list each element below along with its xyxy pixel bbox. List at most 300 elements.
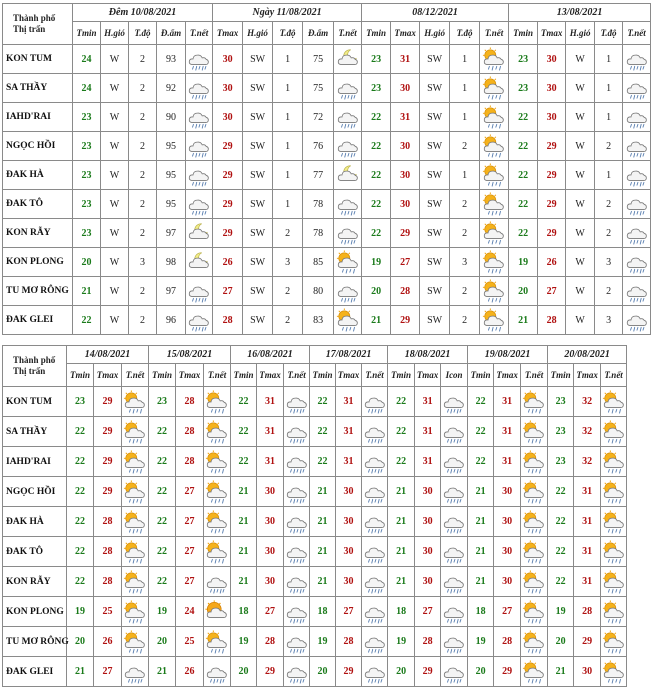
tmax-value: 31 (494, 417, 521, 447)
tmin-value: 22 (149, 507, 176, 537)
tmin-value: 19 (548, 597, 574, 627)
tmax-value: 27 (494, 597, 521, 627)
tmax-value: 25 (94, 597, 122, 627)
cloud-rain-icon (625, 279, 649, 303)
cloud-rain-icon (442, 540, 466, 564)
tmin-value: 22 (67, 507, 94, 537)
tmax-value: 28 (494, 627, 521, 657)
table-row (3, 477, 627, 507)
sun-cloud-rain-icon (123, 540, 147, 564)
sun-cloud-rain-icon (204, 477, 231, 507)
sun-cloud-rain-icon (601, 447, 627, 477)
cloud-rain-icon (285, 450, 309, 474)
tmax-value: 31 (391, 103, 420, 132)
table-row (3, 447, 627, 477)
city-name: KON RẪY (3, 567, 67, 597)
sun-cloud-rain-icon (482, 105, 506, 129)
tmax-value: 31 (415, 387, 441, 417)
sun-cloud-rain-icon (602, 600, 626, 624)
column-header: Tmax (415, 364, 441, 387)
cloud-rain-icon (186, 277, 213, 306)
tmax-value: 30 (391, 74, 420, 103)
cloud-rain-icon (284, 657, 310, 687)
humidity-value: 72 (303, 103, 334, 132)
tmin-value: 22 (67, 567, 94, 597)
sun-cloud-rain-icon (522, 510, 546, 534)
tmax-value: 31 (257, 387, 284, 417)
day-header: 17/08/2021 (310, 346, 388, 364)
table-row (3, 277, 651, 306)
sun-cloud-rain-icon (482, 308, 506, 332)
tmin-value: 23 (73, 161, 101, 190)
tmax-value: 30 (494, 537, 521, 567)
cloud-rain-icon (285, 480, 309, 504)
tmax-value: 28 (574, 597, 601, 627)
sun-cloud-rain-icon (204, 447, 231, 477)
sun-cloud-rain-icon (602, 660, 626, 684)
tmax-value: 29 (336, 657, 362, 687)
column-header: Tmax (176, 364, 204, 387)
cloud-rain-icon (363, 570, 387, 594)
cloud-rain-icon (336, 279, 360, 303)
tmin-value: 22 (509, 190, 538, 219)
tmax-value: 27 (176, 477, 204, 507)
cloud-rain-icon (442, 480, 466, 504)
table-row (3, 306, 651, 335)
tmax-value: 30 (213, 103, 243, 132)
table-row (3, 627, 627, 657)
wind-direction-value: SW (420, 306, 450, 335)
tmax-value: 31 (574, 567, 601, 597)
city-column-header (3, 4, 73, 45)
cloud-rain-icon (186, 45, 213, 74)
tmax-value: 29 (538, 219, 566, 248)
tmin-value: 22 (149, 417, 176, 447)
tmax-value: 27 (538, 277, 566, 306)
cloud-rain-icon (363, 660, 387, 684)
sun-cloud-rain-icon (602, 480, 626, 504)
tmax-value: 30 (257, 507, 284, 537)
cloud-rain-icon (334, 103, 362, 132)
cloud-rain-icon (362, 537, 388, 567)
wind-speed-value: 2 (129, 74, 157, 103)
tmax-value: 28 (391, 277, 420, 306)
tmax-value: 29 (94, 387, 122, 417)
wind-speed-value: 3 (595, 248, 623, 277)
column-header: T.nết (204, 364, 231, 387)
sun-cloud-rain-icon (522, 540, 546, 564)
humidity-value: 85 (303, 248, 334, 277)
wind-direction-value: SW (243, 248, 273, 277)
tmax-value: 32 (574, 447, 601, 477)
sun-cloud-rain-icon (601, 627, 627, 657)
wind-direction-value: W (101, 190, 129, 219)
cloud-rain-icon (363, 450, 387, 474)
tmin-value: 21 (388, 567, 415, 597)
sun-cloud-rain-icon (204, 537, 231, 567)
wind-speed-value: 2 (129, 306, 157, 335)
cloud-rain-icon (441, 507, 468, 537)
cloud-rain-icon (623, 277, 651, 306)
tmax-value: 31 (574, 537, 601, 567)
humidity-value: 75 (303, 74, 334, 103)
tmin-value: 19 (149, 597, 176, 627)
sun-cloud-rain-icon (480, 219, 509, 248)
cloud-rain-icon (186, 74, 213, 103)
wind-speed-value: 1 (450, 74, 480, 103)
wind-direction-value: SW (420, 248, 450, 277)
city-name: KON TUM (3, 387, 67, 417)
tmin-value: 22 (468, 447, 494, 477)
sun-cloud-rain-icon (522, 570, 546, 594)
sun-cloud-rain-icon (480, 45, 509, 74)
column-header: T.nết (623, 22, 651, 45)
cloud-rain-icon (284, 417, 310, 447)
tmin-value: 22 (231, 417, 257, 447)
tmin-value: 22 (362, 161, 391, 190)
sun-cloud-icon (204, 597, 231, 627)
wind-speed-value: 1 (450, 161, 480, 190)
column-header: Tmax (257, 364, 284, 387)
sun-cloud-rain-icon (601, 567, 627, 597)
sun-cloud-rain-icon (480, 190, 509, 219)
wind-direction-value: SW (243, 45, 273, 74)
cloud-rain-icon (623, 74, 651, 103)
cloud-rain-icon (336, 134, 360, 158)
tmin-value: 22 (231, 387, 257, 417)
tmax-value: 31 (574, 507, 601, 537)
tmin-value: 21 (468, 537, 494, 567)
cloud-rain-icon (284, 447, 310, 477)
sun-cloud-rain-icon (601, 657, 627, 687)
tmax-value: 30 (494, 567, 521, 597)
tmin-value: 21 (67, 657, 94, 687)
cloud-rain-icon (285, 540, 309, 564)
cloud-rain-icon (334, 277, 362, 306)
tmax-value: 27 (176, 537, 204, 567)
tmin-value: 21 (149, 657, 176, 687)
tmin-value: 20 (509, 277, 538, 306)
cloud-rain-icon (187, 279, 211, 303)
wind-direction-value: SW (243, 161, 273, 190)
tmax-value: 28 (176, 417, 204, 447)
cloud-rain-icon (442, 660, 466, 684)
tmax-value: 31 (415, 417, 441, 447)
sun-cloud-rain-icon (601, 507, 627, 537)
column-header: Tmin (362, 22, 391, 45)
wind-direction-value: SW (243, 219, 273, 248)
sun-cloud-rain-icon (602, 570, 626, 594)
wind-direction-value: W (566, 74, 595, 103)
tmin-value: 22 (310, 387, 336, 417)
tmax-value: 27 (257, 597, 284, 627)
wind-speed-value: 2 (450, 132, 480, 161)
humidity-value: 83 (303, 306, 334, 335)
tmax-value: 28 (94, 567, 122, 597)
tmin-value: 18 (468, 597, 494, 627)
tmin-value: 21 (468, 477, 494, 507)
cloud-rain-icon (122, 657, 149, 687)
cloud-rain-icon (187, 76, 211, 100)
tmin-value: 18 (231, 597, 257, 627)
column-header: Tmin (509, 22, 538, 45)
tmax-value: 31 (494, 447, 521, 477)
tmin-value: 22 (509, 161, 538, 190)
column-header: Tmin (388, 364, 415, 387)
day-header: 08/12/2021 (362, 4, 509, 22)
sun-cloud-rain-icon (521, 387, 548, 417)
city-header-line: Thị trấn (13, 24, 46, 34)
wind-speed-value: 2 (450, 306, 480, 335)
tmin-value: 22 (548, 537, 574, 567)
sun-cloud-rain-icon (482, 47, 506, 71)
tmin-value: 23 (362, 74, 391, 103)
tmax-value: 29 (94, 477, 122, 507)
sun-cloud-rain-icon (122, 507, 149, 537)
humidity-value: 77 (303, 161, 334, 190)
column-header: H.gió (101, 22, 129, 45)
wind-direction-value: SW (243, 277, 273, 306)
sun-cloud-rain-icon (522, 450, 546, 474)
wind-speed-value: 2 (273, 219, 303, 248)
tmin-value: 22 (362, 132, 391, 161)
tmax-value: 27 (391, 248, 420, 277)
tmin-value: 22 (548, 567, 574, 597)
tmin-value: 22 (388, 417, 415, 447)
tmax-value: 30 (494, 477, 521, 507)
sun-cloud-rain-icon (205, 540, 229, 564)
humidity-value: 90 (157, 103, 186, 132)
cloud-rain-icon (363, 480, 387, 504)
cloud-rain-icon (441, 417, 468, 447)
tmin-value: 23 (73, 132, 101, 161)
wind-speed-value: 3 (129, 248, 157, 277)
sun-cloud-rain-icon (602, 510, 626, 534)
city-name: SA THẦY (3, 74, 73, 103)
sun-cloud-rain-icon (122, 417, 149, 447)
humidity-value: 97 (157, 219, 186, 248)
wind-speed-value: 2 (595, 277, 623, 306)
tmax-value: 29 (494, 657, 521, 687)
sun-cloud-rain-icon (122, 597, 149, 627)
tmin-value: 22 (362, 103, 391, 132)
forecast-table-short-range (2, 3, 651, 335)
humidity-value: 95 (157, 132, 186, 161)
column-header: Tmax (574, 364, 601, 387)
table-row (3, 507, 627, 537)
tmax-value: 30 (415, 477, 441, 507)
tmin-value: 22 (149, 537, 176, 567)
wind-speed-value: 2 (450, 190, 480, 219)
cloud-moon-icon (334, 45, 362, 74)
humidity-value: 78 (303, 219, 334, 248)
wind-speed-value: 2 (595, 190, 623, 219)
cloud-rain-icon (623, 219, 651, 248)
tmax-value: 30 (415, 537, 441, 567)
column-header: Icon (441, 364, 468, 387)
tmax-value: 30 (336, 507, 362, 537)
tmax-value: 31 (336, 447, 362, 477)
table-row (3, 537, 627, 567)
cloud-rain-icon (284, 387, 310, 417)
column-header: T.nết (334, 22, 362, 45)
sun-cloud-rain-icon (521, 597, 548, 627)
column-header: Tmax (494, 364, 521, 387)
day-header: Ngày 11/08/2021 (213, 4, 362, 22)
cloud-rain-icon (625, 134, 649, 158)
cloud-rain-icon (204, 567, 231, 597)
sun-cloud-icon (205, 600, 229, 624)
cloud-rain-icon (441, 477, 468, 507)
wind-speed-value: 1 (273, 74, 303, 103)
humidity-value: 95 (157, 190, 186, 219)
wind-speed-value: 2 (129, 103, 157, 132)
cloud-rain-icon (334, 219, 362, 248)
tmax-value: 27 (415, 597, 441, 627)
cloud-rain-icon (362, 567, 388, 597)
sun-cloud-rain-icon (123, 630, 147, 654)
tmin-value: 22 (73, 306, 101, 335)
sun-cloud-rain-icon (521, 657, 548, 687)
city-name: ĐAK HÀ (3, 161, 73, 190)
table-row (3, 219, 651, 248)
cloud-rain-icon (442, 600, 466, 624)
wind-speed-value: 2 (450, 277, 480, 306)
cloud-rain-icon (336, 221, 360, 245)
tmin-value: 21 (310, 507, 336, 537)
sun-cloud-rain-icon (522, 630, 546, 654)
sun-cloud-rain-icon (601, 417, 627, 447)
tmax-value: 31 (574, 477, 601, 507)
sun-cloud-rain-icon (123, 390, 147, 414)
cloud-rain-icon (336, 76, 360, 100)
cloud-rain-icon (442, 390, 466, 414)
sun-cloud-rain-icon (480, 306, 509, 335)
cloud-rain-icon (285, 630, 309, 654)
city-name: KON PLONG (3, 597, 67, 627)
tmin-value: 21 (231, 507, 257, 537)
tmax-value: 28 (336, 627, 362, 657)
cloud-moon-icon (186, 248, 213, 277)
cloud-rain-icon (625, 76, 649, 100)
table-row (3, 657, 627, 687)
cloud-rain-icon (441, 597, 468, 627)
tmax-value: 30 (257, 567, 284, 597)
cloud-moon-icon (336, 163, 360, 187)
cloud-rain-icon (441, 387, 468, 417)
cloud-rain-icon (625, 221, 649, 245)
wind-speed-value: 1 (450, 103, 480, 132)
wind-direction-value: SW (420, 74, 450, 103)
cloud-rain-icon (362, 387, 388, 417)
day-header: 19/08/2021 (468, 346, 548, 364)
wind-speed-value: 2 (129, 219, 157, 248)
sun-cloud-rain-icon (521, 447, 548, 477)
column-header: T.nết (601, 364, 627, 387)
tmin-value: 19 (231, 627, 257, 657)
sun-cloud-rain-icon (521, 627, 548, 657)
wind-speed-value: 2 (129, 190, 157, 219)
wind-direction-value: W (101, 132, 129, 161)
tmin-value: 23 (73, 190, 101, 219)
sun-cloud-rain-icon (123, 600, 147, 624)
tmin-value: 20 (73, 248, 101, 277)
sun-cloud-rain-icon (521, 507, 548, 537)
sun-cloud-rain-icon (205, 420, 229, 444)
cloud-rain-icon (186, 132, 213, 161)
tmin-value: 21 (73, 277, 101, 306)
tmin-value: 22 (67, 447, 94, 477)
cloud-rain-icon (284, 567, 310, 597)
sun-cloud-rain-icon (123, 420, 147, 444)
sun-cloud-rain-icon (204, 627, 231, 657)
wind-speed-value: 1 (595, 74, 623, 103)
wind-direction-value: W (101, 74, 129, 103)
sun-cloud-rain-icon (123, 480, 147, 504)
tmin-value: 22 (67, 477, 94, 507)
tmax-value: 30 (336, 477, 362, 507)
column-header: Tmax (336, 364, 362, 387)
wind-direction-value: W (101, 277, 129, 306)
table-row (3, 103, 651, 132)
tmax-value: 27 (336, 597, 362, 627)
tmin-value: 19 (509, 248, 538, 277)
sun-cloud-rain-icon (522, 420, 546, 444)
day-header: 18/08/2021 (388, 346, 468, 364)
tmin-value: 22 (468, 387, 494, 417)
tmin-value: 21 (548, 657, 574, 687)
tmin-value: 22 (468, 417, 494, 447)
tmin-value: 21 (231, 537, 257, 567)
tmax-value: 29 (213, 161, 243, 190)
tmin-value: 18 (310, 597, 336, 627)
tmin-value: 20 (362, 277, 391, 306)
sun-cloud-rain-icon (482, 250, 506, 274)
tmin-value: 20 (388, 657, 415, 687)
wind-speed-value: 2 (595, 219, 623, 248)
wind-direction-value: SW (243, 132, 273, 161)
sun-cloud-rain-icon (334, 248, 362, 277)
sun-cloud-rain-icon (482, 192, 506, 216)
wind-direction-value: W (566, 219, 595, 248)
wind-direction-value: W (566, 45, 595, 74)
tmax-value: 28 (94, 507, 122, 537)
cloud-rain-icon (205, 570, 229, 594)
city-name: KON RẪY (3, 219, 73, 248)
sun-cloud-rain-icon (482, 163, 506, 187)
tmin-value: 23 (509, 74, 538, 103)
city-header-line: Thị trấn (13, 366, 46, 376)
sun-cloud-rain-icon (480, 248, 509, 277)
cloud-rain-icon (623, 190, 651, 219)
cloud-moon-icon (186, 219, 213, 248)
cloud-rain-icon (625, 47, 649, 71)
cloud-moon-icon (334, 161, 362, 190)
wind-speed-value: 3 (595, 306, 623, 335)
tmin-value: 20 (231, 657, 257, 687)
cloud-rain-icon (625, 250, 649, 274)
wind-speed-value: 1 (450, 45, 480, 74)
column-header: Tmin (231, 364, 257, 387)
city-name: ĐAK HÀ (3, 507, 67, 537)
tmax-value: 25 (176, 627, 204, 657)
tmax-value: 26 (176, 657, 204, 687)
city-column-header (3, 346, 67, 387)
cloud-rain-icon (625, 192, 649, 216)
sun-cloud-rain-icon (602, 390, 626, 414)
tmax-value: 30 (538, 74, 566, 103)
wind-direction-value: SW (420, 190, 450, 219)
